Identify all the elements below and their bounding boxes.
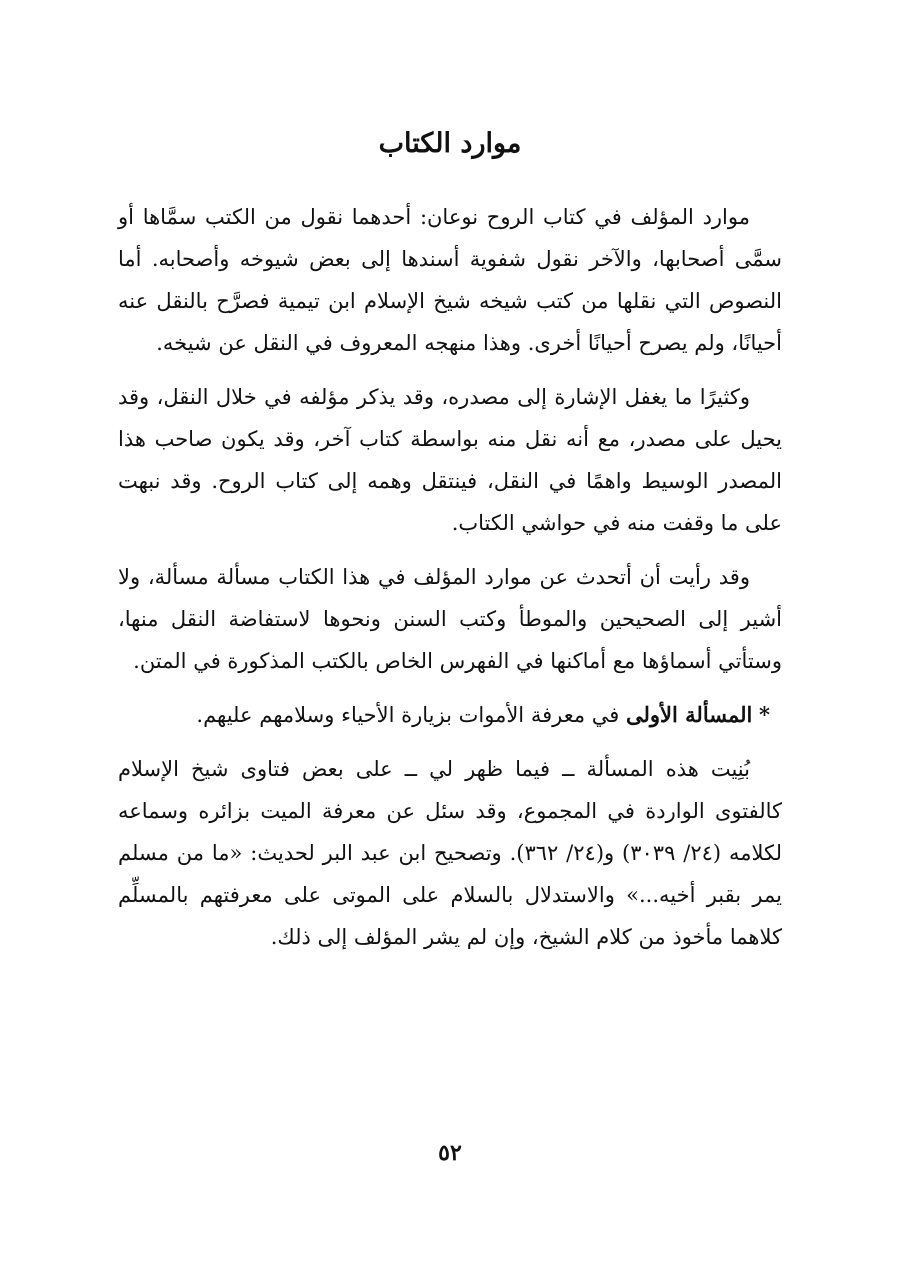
page-number: ٥٢ — [438, 1140, 462, 1166]
book-page — [118, 118, 782, 1218]
paragraph-1: موارد المؤلف في كتاب الروح نوعان: أحدهما نقول من الكتب سمَّاها أو سمَّى أصحابها، والآخر نقول شفوية أسندها إلى بعض شيوخه وأصحابه. أما النصوص التي نقلها من كتب شيخه شيخ الإسلام ابن تيمية فصرَّح بالنقل عنه أحيانًا، ولم يصرح أحيانًا أخرى. وهذا منهجه المعروف في النقل عن شيخه. — [118, 205, 782, 355]
section-heading-line — [118, 694, 782, 736]
section-heading: المسألة الأولى — [626, 702, 753, 727]
paragraph-4: بُنِيت هذه المسألة ــ فيما ظهر لي ــ على بعض فتاوى شيخ الإسلام كالفتوى الواردة في المجموع، وقد سئل عن معرفة الميت بزائره وسماعه لكلامه (٢٤/ ٣٠٣٩) و(٢٤/ ٣٦٢). وتصحيح ابن عبد البر لحديث: «ما من مسلم يمر بقبر أخيه...» والاستدلال بالسلام على الموتى على معرفتهم بالمسلِّم كلاهما مأخوذ من كلام الشيخ، وإن لم يشر المؤلف إلى ذلك. — [118, 757, 782, 949]
asterisk-icon: * — [759, 702, 770, 727]
paragraph-2: وكثيرًا ما يغفل الإشارة إلى مصدره، وقد يذكر مؤلفه في خلال النقل، وقد يحيل على مصدر، مع أنه نقل منه بواسطة كتاب آخر، وقد يكون صاحب هذا المصدر الوسيط واهمًا في النقل، فينتقل وهمه إلى كتاب الروح. وقد نبهت على ما وقفت منه في حواشي الكتاب. — [118, 385, 782, 535]
section-heading-rest: في معرفة الأموات بزيارة الأحياء وسلامهم عليهم. — [196, 703, 620, 727]
paragraph-3: وقد رأيت أن أتحدث عن موارد المؤلف في هذا الكتاب مسألة مسألة، ولا أشير إلى الصحيحين والموطأ وكتب السنن ونحوها لاستفاضة النقل منها، وستأتي أسماؤها مع أماكنها في الفهرس الخاص بالكتب المذكورة في المتن. — [118, 565, 782, 673]
page-title: موارد الكتاب — [378, 128, 522, 159]
